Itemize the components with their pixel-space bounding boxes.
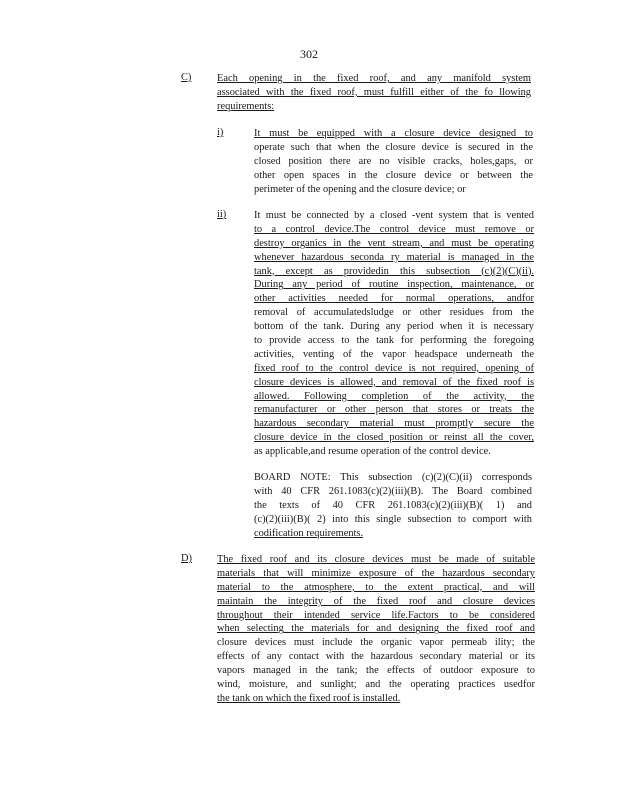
text-line: remanufacturer or other person that stores or treats the bbox=[254, 404, 534, 416]
text-line: effects of any contact with the hazardous secondary material or its bbox=[217, 651, 535, 663]
text-line: throughout their intended service life.Factors to be considered bbox=[217, 609, 535, 621]
section-c-marker: C) bbox=[181, 72, 192, 83]
text-line: to provide access to the tank for performing the foregoing bbox=[254, 335, 534, 347]
text-line: The fixed roof and its closure devices must be made of suitable bbox=[217, 554, 535, 565]
text-line: destroy organics in the vent stream, and must be operating bbox=[254, 237, 534, 249]
subsection-ii-text bbox=[254, 209, 534, 459]
text-line: removal of accumulatedsludge or other residues from the bbox=[254, 307, 534, 319]
subsection-i-text bbox=[254, 127, 533, 196]
text-line: closed position there are no visible cracks, holes,gaps, or bbox=[254, 155, 533, 167]
text-line: the texts of 40 CFR 261.1083(c)(2)(iii)(B)( 1) and bbox=[254, 499, 532, 511]
text-line: closure device in the closed position or reinst all the cover, bbox=[254, 432, 534, 444]
text-line: tank, except as providedin this subsection (c)(2)(C)(ii). bbox=[254, 265, 534, 277]
text-line: with 40 CFR 261.1083(c)(2)(iii)(B). The Board combined bbox=[254, 485, 532, 497]
page-number: 302 bbox=[300, 47, 318, 61]
text-line: materials that will minimize exposure of the hazardous secondary bbox=[217, 567, 535, 579]
text-line: material to the atmosphere, to the extent practical, and will bbox=[217, 581, 535, 593]
text-line: operate such that when the closure device is secured in the bbox=[254, 141, 533, 153]
text-line: During any period of routine inspection, maintenance, or bbox=[254, 279, 534, 291]
section-c-text bbox=[217, 72, 531, 114]
text-line: other activities needed for normal operations, andfor bbox=[254, 293, 534, 305]
text-line: fixed roof to the control device is not required, opening of bbox=[254, 362, 534, 374]
text-line: the tank on which the fixed roof is installed. bbox=[217, 692, 401, 704]
text-line: BOARD NOTE: This subsection (c)(2)(C)(ii) corresponds bbox=[254, 472, 532, 483]
text-line: other open spaces in the closure device or between the bbox=[254, 169, 533, 181]
text-line: hazardous secondary material must promptly secure the bbox=[254, 418, 534, 430]
text-line: Each opening in the fixed roof, and any manifold system bbox=[217, 73, 531, 84]
section-d-marker: D) bbox=[181, 553, 192, 564]
text-line: perimeter of the opening and the closure device; or bbox=[254, 183, 466, 195]
subsection-i-marker: i) bbox=[217, 127, 224, 138]
text-line: closure devices must include the organic vapor permeab ility; the bbox=[217, 637, 535, 649]
text-line: whenever hazardous seconda ry material is managed in the bbox=[254, 251, 534, 263]
text-line: closure devices is allowed, and removal of the fixed roof is bbox=[254, 376, 534, 388]
text-line: bottom of the tank. During any period when it is necessary bbox=[254, 321, 534, 333]
text-line: as applicable,and resume operation of the control device. bbox=[254, 446, 491, 458]
text-line: It must be equipped with a closure device designed to bbox=[254, 128, 533, 139]
text-line: to a control device.The control device must remove or bbox=[254, 223, 534, 235]
text-line: when selecting the materials for and designing the fixed roof and bbox=[217, 623, 535, 635]
text-line: maintain the integrity of the fixed roof and closure devices bbox=[217, 595, 535, 607]
text-line: (c)(2)(iii)(B)( 2) into this single subsection to comport with bbox=[254, 513, 532, 525]
text-line: It must be connected by a closed -vent system that is vented bbox=[254, 210, 534, 221]
section-d-text bbox=[217, 553, 535, 706]
subsection-ii-marker: ii) bbox=[217, 209, 227, 220]
text-line: requirements: bbox=[217, 100, 275, 112]
text-line: activities, venting of the vapor headspace underneath the bbox=[254, 348, 534, 360]
text-line: codification requirements. bbox=[254, 527, 364, 539]
text-line: allowed. Following completion of the activity, the bbox=[254, 390, 534, 402]
text-line: vapors managed in the tank; the effects of outdoor exposure to bbox=[217, 665, 535, 677]
text-line: wind, moisture, and sunlight; and the operating practices usedfor bbox=[217, 679, 535, 691]
board-note bbox=[254, 471, 532, 540]
text-line: associated with the fixed roof, must fulfill either of the fo llowing bbox=[217, 86, 531, 98]
